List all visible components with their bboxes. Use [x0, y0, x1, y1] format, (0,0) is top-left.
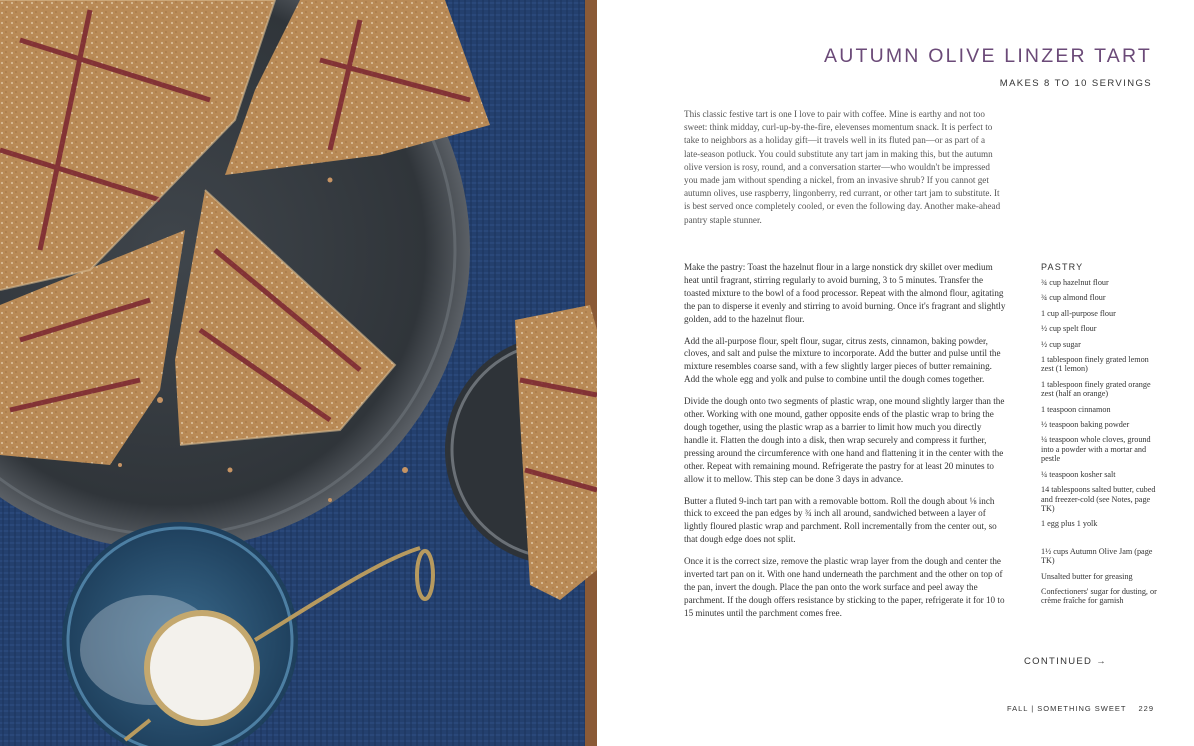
- continued-label: CONTINUED: [1024, 656, 1093, 667]
- ingredient-item: 1 egg plus 1 yolk: [1041, 519, 1098, 529]
- ingredient-item: ¾ cup hazelnut flour: [1041, 278, 1109, 287]
- ingredient-item: 1 tablespoon finely grated orange zest (half an orange): [1041, 379, 1151, 399]
- ingredient-item: ½ cup spelt flour: [1041, 324, 1097, 334]
- recipe-page: [597, 0, 1194, 746]
- page-number: 229: [1138, 704, 1154, 713]
- ingredient-item: 14 tablespoons salted butter, cubed and freezer-cold (see Notes, page TK): [1041, 485, 1156, 513]
- recipe-intro: This classic festive tart is one I love to pair with coffee. Mine is earthy and not too sweet: think midday, curl-up-by-the-fire, elevenses momentum snack. It is perfect to take to neighbors as a holiday gift—it travels well in its fluted pan—or as part of a late-season potluck. You could substitute any tart jam in making this, but the autumn olive version is rosy, round, and a conversation starter—who wouldn't be impressed you made jam without spending a nickel, from an invasive shrub? If you cannot get autumn olives, use raspberry, lingonberry, red currant, or other tart jam to substitute. It is best served once completely cooled, or even the following day. Another make-ahead pantry staple stunner.: [684, 109, 1001, 225]
- ingredient-item: ½ teaspoon baking powder: [1041, 420, 1130, 430]
- continued-link[interactable]: [1024, 656, 1107, 667]
- ingredient-item: 1 tablespoon finely grated lemon zest (1 lemon): [1041, 355, 1149, 374]
- page-footer: [1007, 704, 1154, 713]
- method-step: Butter a fluted 9-inch tart pan with a removable bottom. Roll the dough about ⅛ inch thick to exceed the pan edges by ¾ inch all around, sandwiched between a layer of lightly floured plastic wrap and parchment. Roll incrementally from the center out, so that dough edge does not split.: [684, 495, 997, 545]
- method-steps: [684, 261, 1006, 629]
- recipe-title: AUTUMN OLIVE LINZER TART: [823, 45, 1152, 67]
- ingredient-item: 1 cup all-purpose flour: [1041, 308, 1116, 318]
- ingredient-extra-item: 1½ cups Autumn Olive Jam (page TK): [1041, 546, 1153, 566]
- servings-label: MAKES 8 TO 10 SERVINGS: [999, 78, 1152, 89]
- arrow-right-icon: →: [1096, 656, 1107, 667]
- method-step: Add the all-purpose flour, spelt flour, sugar, citrus zests, cinnamon, baking powder, cloves, and salt and pulse the mixture to incorporate. Add the butter and pulse until the mixture resembles coarse sand, with a few slightly larger pieces of butter remaining. Add the whole egg and yolk and pulse to combine until the dough comes together.: [684, 335, 1001, 385]
- method-step: Make the pastry: Toast the hazelnut flour in a large nonstick dry skillet over medium heat until fragrant, stirring regularly to avoid burning, 3 to 5 minutes. Transfer the toasted mixture to the bowl of a food processor. Repeat with the almond flour, agitating the pan to disperse it evenly and stirring to avoid burning. Once it's fragrant and slightly golden, add to the hazelnut flour.: [684, 262, 1006, 324]
- ingredient-extra-item: Confectioners' sugar for dusting, or crème fraîche for garnish: [1041, 586, 1157, 606]
- ingredients-list: [1041, 262, 1159, 612]
- ingredient-item: 1 teaspoon cinnamon: [1041, 404, 1111, 414]
- method-step: Divide the dough onto two segments of plastic wrap, one mound slightly larger than the other. Working with one mound, gather opposite ends of the plastic wrap to bring the dough together, using the plastic wrap as a barrier to limit how much you directly handle it. Flatten the dough into a disk, then wrap securely and compress it further, pressing around the circumference with one hand and flattening it in the center with the other. Repeat with remaining mound. Refrigerate the pastry for at least 20 minutes to allow it to mellow. This step can be done 3 days in advance.: [684, 396, 1005, 484]
- ingredient-extra-item: Unsalted butter for greasing: [1041, 571, 1133, 581]
- ingredient-item: ¾ cup almond flour: [1041, 293, 1106, 303]
- method-step: Once it is the correct size, remove the plastic wrap layer from the dough and center the inverted tart pan on it. With one hand underneath the parchment and the other on top of the pan, invert the dough. Place the pan onto the work surface and peel away the parchment. If the dough offers resistance by sticking to the paper, refrigerate it for 10 to 15 minutes until the parchment comes free.: [684, 556, 1005, 618]
- ingredient-item: ½ cup sugar: [1041, 339, 1081, 349]
- ingredient-item: ¼ teaspoon kosher salt: [1041, 469, 1116, 479]
- ingredients-heading: PASTRY: [1041, 262, 1084, 272]
- section-label: FALL | SOMETHING SWEET: [1006, 704, 1127, 713]
- ingredient-item: ¼ teaspoon whole cloves, ground into a powder with a mortar and pestle: [1041, 435, 1151, 464]
